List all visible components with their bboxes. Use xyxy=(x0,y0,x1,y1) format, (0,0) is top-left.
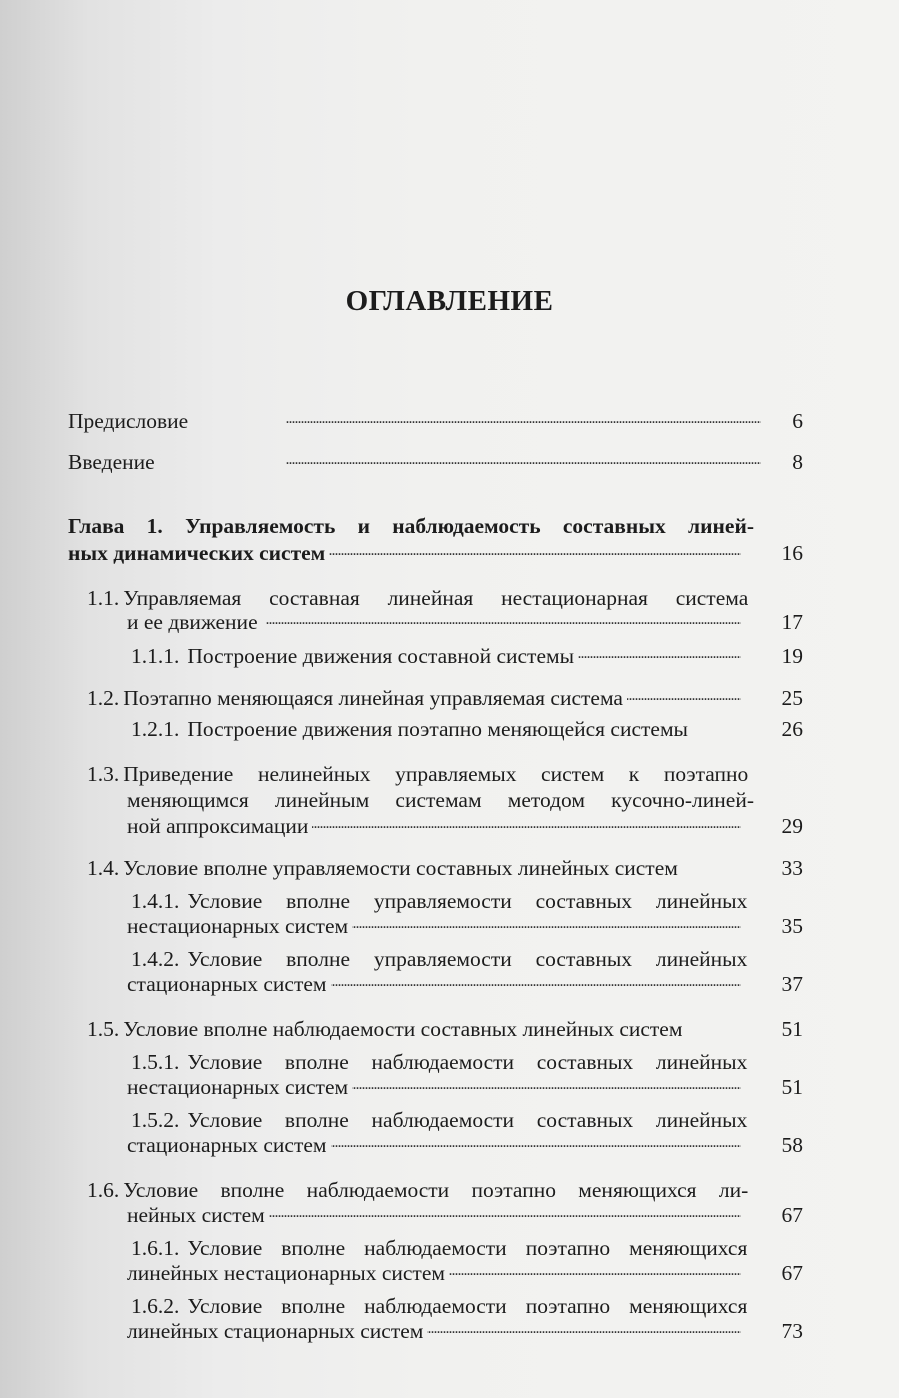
toc-entry-number: 1.6. xyxy=(87,1178,120,1202)
toc-entry[interactable] xyxy=(127,609,899,635)
toc-entry[interactable] xyxy=(68,449,899,475)
leader-dots xyxy=(262,617,741,635)
toc-entry-line: Управляемая составная линейная нестационарная система xyxy=(123,586,749,610)
toc-section-line[interactable]: меняющимся линейным системам методом кусочно-линей- xyxy=(127,788,754,812)
toc-entry-text: Поэтапно меняющаяся линейная управляемая система xyxy=(123,686,623,710)
toc-entry-text: Построение движения поэтапно меняющейся системы xyxy=(187,717,689,741)
toc-entry-text: Условие вполне управляемости составных линейных систем xyxy=(123,856,678,880)
toc-entry-page: 26 xyxy=(781,717,803,741)
leader-dots xyxy=(427,1326,741,1344)
toc-entry-line: Условие вполне наблюдаемости поэтапно меняющихся xyxy=(187,1294,748,1318)
toc-entry-text: Предисловие xyxy=(68,409,189,433)
toc-entry-line: Условие вполне управляемости составных линейных xyxy=(187,947,748,971)
toc-entry[interactable] xyxy=(68,540,899,566)
toc-entry[interactable] xyxy=(87,685,899,711)
toc-entry[interactable] xyxy=(68,408,899,434)
toc-entry-text: линейных нестационарных систем xyxy=(127,1261,445,1285)
toc-entry-page: 33 xyxy=(781,856,803,880)
leader-dots xyxy=(331,1140,741,1158)
leader-dots xyxy=(627,693,741,711)
toc-entry-page: 51 xyxy=(781,1075,803,1099)
toc-entry-text: Введение xyxy=(68,450,155,474)
toc-entry-page: 25 xyxy=(781,686,803,710)
toc-entry-text: ной аппроксимации xyxy=(127,814,309,838)
toc-entry-number: 1.4. xyxy=(87,856,120,880)
toc-entry[interactable] xyxy=(87,855,899,881)
toc-entry-page: 8 xyxy=(792,450,803,474)
toc-entry[interactable] xyxy=(131,643,899,669)
toc-section-line[interactable] xyxy=(131,946,754,972)
toc-entry-line: Условие вполне управляемости составных линейных xyxy=(187,889,748,913)
leader-dots xyxy=(331,979,741,997)
toc-entry-page: 35 xyxy=(781,914,803,938)
toc-entry-text: линейных стационарных систем xyxy=(127,1319,424,1343)
toc-entry[interactable] xyxy=(127,813,899,839)
leader-dots xyxy=(312,821,741,839)
toc-entry-number: 1.5. xyxy=(87,1017,120,1041)
toc-entry-number: 1.5.2. xyxy=(131,1108,180,1132)
toc-entry-number: 1.5.1. xyxy=(131,1050,180,1074)
toc-entry-page: 16 xyxy=(781,541,803,565)
leader-dots xyxy=(352,921,741,939)
toc-entry-line: Условие вполне наблюдаемости поэтапно меняющихся ли- xyxy=(123,1178,749,1202)
toc-entry-page: 67 xyxy=(781,1261,803,1285)
toc-entry-text: нестационарных систем xyxy=(127,1075,349,1099)
toc-section-line[interactable] xyxy=(87,1177,754,1203)
toc-section-line[interactable] xyxy=(131,1235,754,1261)
toc-entry-page: 58 xyxy=(781,1133,803,1157)
toc-entry[interactable] xyxy=(127,971,899,997)
toc-entry-line: Условие вполне наблюдаемости поэтапно меняющихся xyxy=(187,1236,748,1260)
toc-entry-number: 1.2. xyxy=(87,686,120,710)
toc-chapter-line[interactable]: Глава 1. Управляемость и наблюдаемость составных линей- xyxy=(68,514,754,538)
toc-entry-text: стационарных систем xyxy=(127,1133,327,1157)
toc-entry-text: нейных систем xyxy=(127,1203,265,1227)
toc-entry[interactable] xyxy=(127,913,899,939)
toc-section-line[interactable] xyxy=(131,1293,754,1319)
toc-entry[interactable] xyxy=(127,1074,899,1100)
toc-entry-number: 1.6.2. xyxy=(131,1294,180,1318)
toc-entry-page: 51 xyxy=(781,1017,803,1041)
toc-entry-number: 1.4.1. xyxy=(131,889,180,913)
toc-entry-line: Условие вполне наблюдаемости составных линейных xyxy=(187,1108,748,1132)
leader-dots xyxy=(449,1268,741,1286)
toc-entry[interactable] xyxy=(87,1016,899,1042)
toc-section-line[interactable] xyxy=(87,585,754,611)
toc-entry-page: 19 xyxy=(781,644,803,668)
leader-dots xyxy=(269,1210,741,1228)
toc-entry-line: Условие вполне наблюдаемости составных линейных xyxy=(187,1050,748,1074)
leader-dots xyxy=(329,548,741,566)
toc-entry[interactable] xyxy=(127,1132,899,1158)
toc-entry-text: стационарных систем xyxy=(127,972,327,996)
toc-section-line[interactable] xyxy=(87,761,754,787)
page-title: ОГЛАВЛЕНИЕ xyxy=(345,285,554,317)
leader-dots xyxy=(352,1082,741,1100)
toc-entry-text: и ее движение xyxy=(127,610,258,634)
toc-entry-number: 1.3. xyxy=(87,762,120,786)
toc-entry[interactable] xyxy=(127,1202,899,1228)
toc-entry-page: 6 xyxy=(792,409,803,433)
toc-entry[interactable] xyxy=(127,1318,899,1344)
toc-entry-text: нестационарных систем xyxy=(127,914,349,938)
toc-entry-page: 29 xyxy=(781,814,803,838)
toc-entry-page: 73 xyxy=(781,1319,803,1343)
toc-entry-text: Построение движения составной системы xyxy=(187,644,575,668)
toc-entry[interactable] xyxy=(131,716,899,742)
toc-entry-number: 1.6.1. xyxy=(131,1236,180,1260)
toc-section-line[interactable] xyxy=(131,888,754,914)
toc-section-line[interactable] xyxy=(131,1107,754,1133)
toc-entry-page: 67 xyxy=(781,1203,803,1227)
toc-entry-page: 17 xyxy=(781,610,803,634)
toc-entry-number: 1.2.1. xyxy=(131,717,180,741)
toc-entry-number: 1.1. xyxy=(87,586,120,610)
toc-section-line[interactable] xyxy=(131,1049,754,1075)
leader-dots xyxy=(192,416,761,434)
leader-dots xyxy=(159,457,761,475)
toc-entry[interactable] xyxy=(127,1260,899,1286)
toc-entry-text: Условие вполне наблюдаемости составных линейных систем xyxy=(123,1017,683,1041)
toc-entry-line: Приведение нелинейных управляемых систем к поэтапно xyxy=(123,762,749,786)
toc-entry-page: 37 xyxy=(781,972,803,996)
toc-entry-text: ных динамических систем xyxy=(68,541,326,565)
leader-dots xyxy=(578,651,741,669)
toc-entry-number: 1.4.2. xyxy=(131,947,180,971)
toc-entry-number: 1.1.1. xyxy=(131,644,180,668)
